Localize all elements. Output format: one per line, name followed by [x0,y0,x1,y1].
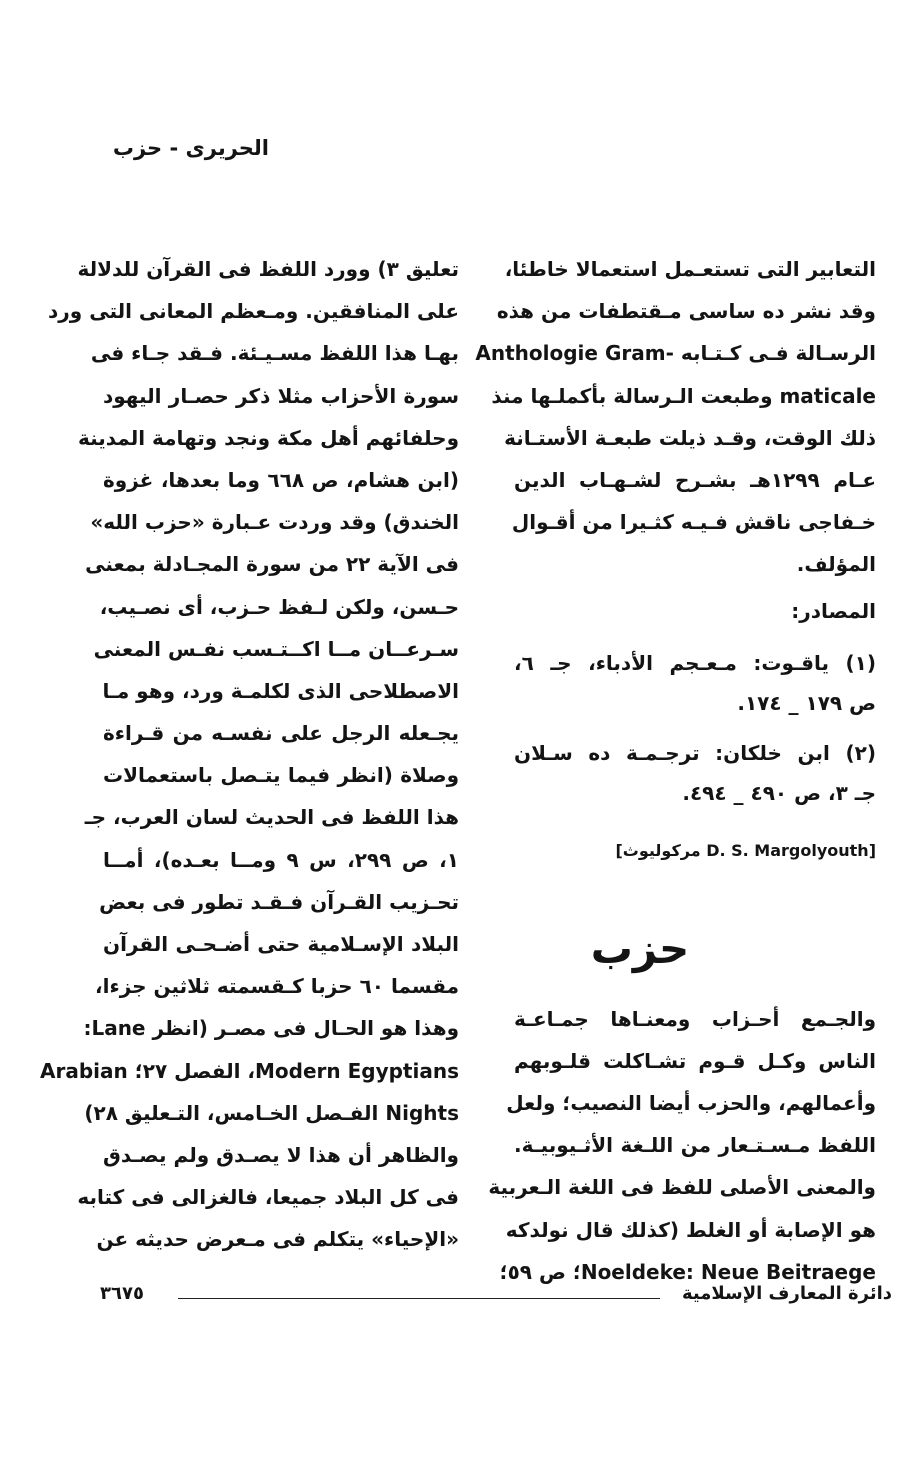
text-line: «الإحياء» يتكلم فى مـعرض حديثه عن [96,1227,459,1252]
text-line: Nights الفـصل الخـامس، التـعليق ٢٨) [84,1100,459,1125]
source-item [514,642,876,722]
text-line: ص ١٧٩ _ ١٧٤. [737,690,876,715]
text-line: خـفاجى ناقش فـيـه كثـيرا من أقـوال [511,510,876,535]
text-line: مقسما ٦٠ حزبا كـقسمته ثلاثين جزءا، [95,974,459,999]
text-line: جـ ٣، ص ٤٩٠ _ ٤٩٤. [682,780,876,805]
text-line: Modern Egyptians، الفصل ٢٧؛ Arabian [40,1058,459,1083]
footer [100,1283,892,1313]
text-line: تحـزيب القـرآن فـقـد تطور فى بعض [99,889,459,914]
source-item [514,732,876,812]
text-line: عـام ١٢٩٩هـ بشـرح لشـهـاب الدين [514,467,876,492]
text-line: سورة الأحزاب مثلا ذكر حصـار اليهود [103,383,459,408]
text-line: وقد نشر ده ساسى مـقتطفات من هذه [496,299,876,324]
text-line: (٢) ابن خلكان: ترجـمـة ده سـلان [514,740,876,765]
text-line: وصلاة (انظر فيما يتـصل باستعمالات [103,763,459,788]
text-line: هذا اللفظ فى الحديث لسان العرب، جـ [84,805,459,830]
text-line: فى الآية ٢٢ من سورة المجـادلة بمعنى [85,552,459,577]
text-line: هو الإصابة أو الغلط (كذلك قال نولدكه [505,1217,876,1242]
text-line: تعليق ٣) وورد اللفظ فى القرآن للدلالة [77,257,459,281]
text-line: (ابن هشام، ص ٦٦٨ وما بعدها، غزوة [103,467,459,492]
text-line: وحلفائهم أهل مكة ونجد وتهامة المدينة [77,425,459,450]
running-header: الحريرى - حزب [112,136,269,160]
text-line: والظاهر أن هذا لا يصـدق ولم يصـدق [103,1142,459,1167]
text-line: الاصطلاحى الذى لكلمـة ورد، وهو مـا [102,678,459,703]
text-line: يجـعله الرجل على نفسـه من قـراءة [103,721,459,746]
text-line: ١، ص ٢٩٩، س ٩ ومــا بعـده)، أمــا [103,847,459,872]
page-number: ٣٦٧٥ [100,1283,144,1304]
text-line: maticale وطبعت الـرسالة بأكملـها منذ [491,383,876,408]
text-line: على المنافقين. ومـعظم المعانى التى ورد [48,299,459,324]
text-line: وهذا هو الحـال فى مصـر (انظر Lane: [83,1016,459,1041]
left-column [40,248,459,1261]
text-line: بهـا هذا اللفظ مسـيـئة. فـقد جـاء فى [90,341,459,366]
text-line: الرسـالة فـى كـتـابه -Anthologie Gram [475,341,876,366]
text-line: Noeldeke: Neue Beitraege؛ ص ٥٩؛ [499,1259,876,1284]
author-credit: [D. S. Margolyouth مركوليوث] [615,840,876,860]
footer-rule [178,1298,660,1299]
text-line: (١) ياقـوت: مـعـجم الأدباء، جـ ٦، [514,650,876,675]
footer-title: دائرة المعارف الإسلامية [681,1283,892,1304]
intro-paragraph [475,248,876,586]
left-paragraph [40,248,459,1261]
text-line: المؤلف. [796,552,876,577]
sources-list [514,642,876,812]
text-line: التعابير التى تستعـمل استعمالا خاطئا، [504,257,876,281]
text-line: ذلك الوقت، وقـد ذيلت طبعـة الأستـانة [504,425,876,450]
right-column [475,248,876,1293]
text-line: اللفظ مـسـتـعار من اللـغة الأثـيوبيـة. [514,1133,876,1158]
text-line: وأعمالهم، والحزب أيضا النصيب؛ ولعل [506,1091,876,1116]
text-line: سـرعــان مــا اكــتـسب نفـس المعنى [93,636,459,661]
sources-heading: المصادر: [791,598,876,623]
article-title: حزب [590,923,690,973]
text-line: البلاد الإسـلامية حتى أضـحـى القرآن [103,932,459,956]
text-line: الخندق) وقد وردت عـبارة «حزب الله» [90,510,459,535]
text-line: والجـمع أحـزاب ومعنـاها جمـاعـة [514,1006,876,1031]
text-line: حـسن، ولكن لـفظ حـزب، أى نصـيب، [99,594,459,619]
article-paragraph [488,998,876,1293]
text-line: والمعنى الأصلى للفظ فى اللغة الـعربية [488,1175,876,1200]
text-line: فى كل البلاد جميعا، فالغزالى فى كتابه [77,1185,459,1210]
text-line: الناس وكـل قـوم تشـاكلت قلـوبهم [514,1048,876,1073]
